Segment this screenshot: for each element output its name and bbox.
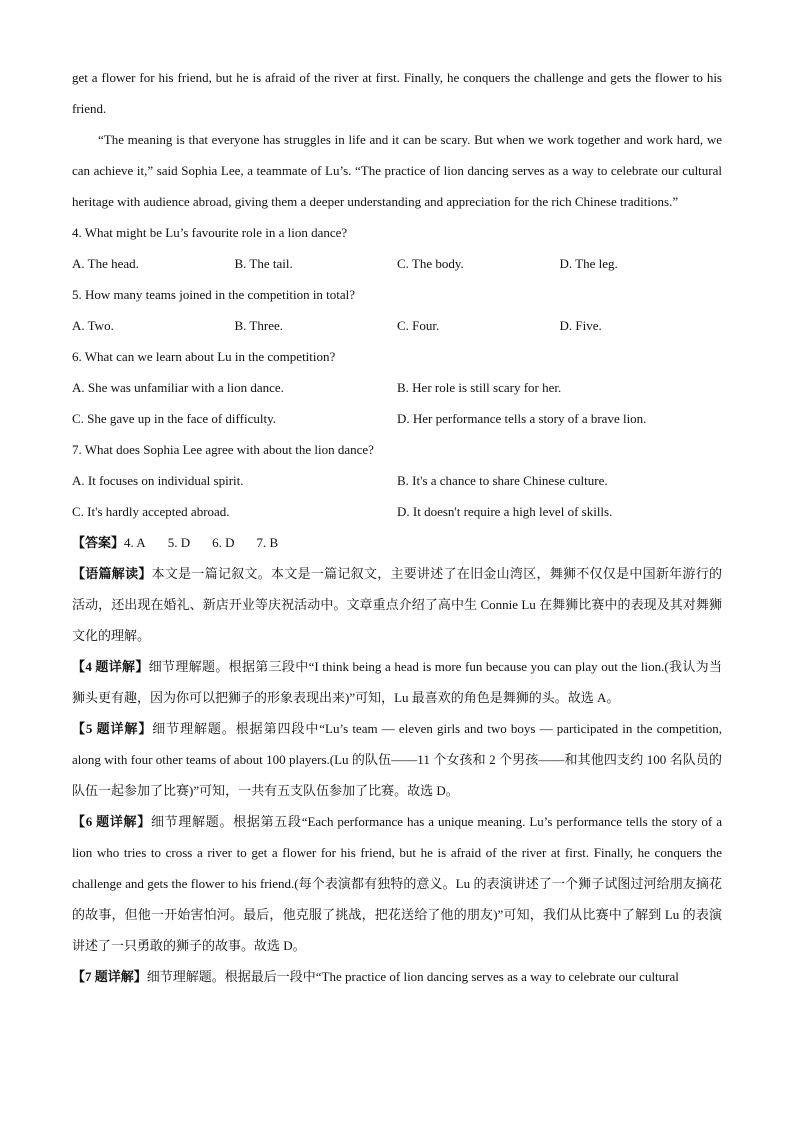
explanation-text: 细节理解题。根据第五段“Each performance has a unique meaning. Lu’s performance tells the story of a lion who tries to cross a river to get a flower for his friend, but he is afraid of the river at first. Finally, he conquers the challenge and gets the flower to his friend.(每个表演都有独特的意义。Lu 的表演讲述了一个狮子试图过河给朋友摘花的故事，但他一开始害怕河。最后，他克服了挑战，把花送给了他的朋友)”可知，我们从比赛中了解到 Lu 的表演讲述了一只勇敢的狮子的故事。故选 D。 [72, 814, 722, 953]
options-row [72, 465, 722, 496]
explanation-label: 【语篇解读】 [72, 566, 152, 581]
answer-item: 6. D [212, 535, 235, 550]
question-stem: 4. What might be Lu’s favourite role in a lion dance? [72, 225, 348, 240]
explanation-label: 【6 题详解】 [72, 814, 151, 829]
answer-item: 7. B [256, 535, 279, 550]
option-b: B. The tail. [234, 256, 293, 271]
explanation-text: 细节理解题。根据第三段中“I think being a head is more fun because you can play out the lion.(我认为当狮头更有趣，因为你可以把狮子的形象表现出来)”可知，Lu 最喜欢的角色是舞狮的头。故选 A。 [72, 659, 722, 705]
option-c: C. It's hardly accepted abroad. [72, 504, 230, 519]
option-b: B. Three. [234, 318, 283, 333]
explanation-text: 本文是一篇记叙文。本文是一篇记叙文，主要讲述了在旧金山湾区，舞狮不仅仅是中国新年游行的活动，还出现在婚礼、新店开业等庆祝活动中。文章重点介绍了高中生 Connie Lu 在舞狮比赛中的表现及其对舞狮文化的理解。 [72, 566, 722, 643]
options-row [72, 372, 722, 403]
question-stem: 6. What can we learn about Lu in the competition? [72, 349, 336, 364]
explanation-q7 [72, 961, 722, 992]
question-stem: 5. How many teams joined in the competition in total? [72, 287, 356, 302]
explanation-q4 [72, 651, 722, 713]
explanation-label: 【4 题详解】 [72, 659, 149, 674]
option-c: C. The body. [397, 256, 464, 271]
option-c: C. Four. [397, 318, 440, 333]
passage-paragraph: get a flower for his friend, but he is afraid of the river at first. Finally, he conquers the challenge and gets the flower to his friend. [72, 70, 722, 116]
question-4 [72, 217, 722, 279]
explanation-text: 细节理解题。根据最后一段中“The practice of lion dancing serves as a way to celebrate our cultural [146, 969, 679, 984]
options-row [72, 496, 722, 527]
explanation-text: 细节理解题。根据第四段中“Lu’s team — eleven girls and two boys — participated in the competition, along with four other teams of about 100 players.(Lu 的队伍——11 个女孩和 2 个男孩——和其他四支约 100 名队员的队伍一起参加了比赛)”可知，一共有五支队伍参加了比赛。故选 D。 [72, 721, 722, 798]
option-b: B. Her role is still scary for her. [397, 380, 562, 395]
document-page [72, 62, 722, 992]
option-c: C. She gave up in the face of difficulty. [72, 411, 276, 426]
option-a: A. She was unfamiliar with a lion dance. [72, 380, 284, 395]
passage-paragraph: “The meaning is that everyone has struggles in life and it can be scary. But when we work together and work hard, we can achieve it,” said Sophia Lee, a teammate of Lu’s. “The practice of lion dancing serves as a way to celebrate our cultural heritage with audience abroad, giving them a deeper understanding and appreciation for the rich Chinese traditions.” [72, 132, 722, 209]
question-7 [72, 434, 722, 527]
explanation-label: 【7 题详解】 [72, 969, 147, 984]
option-a: A. It focuses on individual spirit. [72, 473, 244, 488]
option-d: D. Five. [559, 318, 602, 333]
question-stem: 7. What does Sophia Lee agree with about the lion dance? [72, 442, 374, 457]
option-d: D. The leg. [559, 256, 618, 271]
answer-label: 【答案】 [72, 535, 125, 550]
explanation-q5 [72, 713, 722, 806]
answer-key [72, 527, 722, 558]
explanation-label: 【5 题详解】 [72, 721, 153, 736]
question-5 [72, 279, 722, 341]
option-a: A. Two. [72, 318, 114, 333]
option-d: D. Her performance tells a story of a brave lion. [397, 411, 647, 426]
option-a: A. The head. [72, 256, 139, 271]
option-b: B. It's a chance to share Chinese culture. [397, 473, 608, 488]
explanation-overview [72, 558, 722, 651]
options-row [72, 248, 722, 279]
option-d: D. It doesn't require a high level of skills. [397, 504, 613, 519]
options-row [72, 403, 722, 434]
question-6 [72, 341, 722, 434]
answer-item: 4. A [124, 535, 146, 550]
options-row [72, 310, 722, 341]
explanation-q6 [72, 806, 722, 961]
answer-item: 5. D [167, 535, 191, 550]
